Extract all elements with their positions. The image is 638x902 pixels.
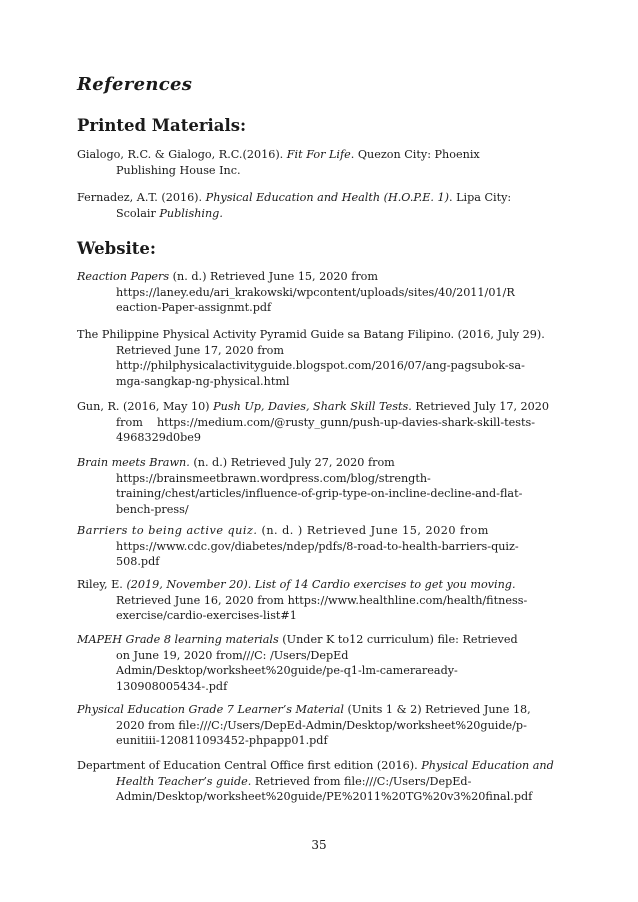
reference-entry: The Philippine Physical Activity Pyramid Guide sa Batang Filipino. (2016, July 29). Retrieved June 17, 2020 from http://philphysicalactivityguide.blogspot.com/2016/07/ang-pagsubok-sa- mga-sangkap-ng-physical.html bbox=[77, 328, 545, 388]
reference-entry: Barriers to being active quiz. (n. d. ) Retrieved June 15, 2020 from https://www.cdc.gov/diabetes/ndep/pdfs/8-road-to-health-barriers-quiz- 508.pdf bbox=[77, 524, 519, 569]
reference-entry: Reaction Papers (n. d.) Retrieved June 15, 2020 from https://laney.edu/ari_krakowski/wpcontent/uploads/sites/40/2011/01/R eaction-Paper-assignmt.pdf bbox=[77, 270, 515, 315]
reference-entry: Brain meets Brawn. (n. d.) Retrieved July 27, 2020 from https://brainsmeetbrawn.wordpress.com/blog/strength- training/chest/articles/influence-of-grip-type-on-incline-decline-and-flat- bench-press/ bbox=[77, 456, 523, 516]
section-title-printed: Printed Materials: bbox=[77, 116, 247, 135]
reference-entry: Physical Education Grade 7 Learner’s Material (Units 1 & 2) Retrieved June 18, 2020 from file:///C:/Users/DepEd-Admin/Desktop/worksheet%20guide/p- eunitiii-120811093452-phpapp01.pdf bbox=[77, 703, 531, 748]
reference-entry: Riley, E. (2019, November 20). List of 14 Cardio exercises to get you moving. Retrieved June 16, 2020 from https://www.healthline.com/health/fitness- exercise/cardio-exercises-list#1 bbox=[77, 578, 528, 623]
reference-entry: MAPEH Grade 8 learning materials (Under K to12 curriculum) file: Retrieved on June 19, 2020 from///C: /Users/DepEd Admin/Desktop/worksheet%20guide/pe-q1-lm-cameraready- 130908005434-.pdf bbox=[77, 633, 518, 693]
reference-entry: Fernadez, A.T. (2016). Physical Education and Health (H.O.P.E. 1). Lipa City: Scolair Publishing. bbox=[77, 191, 512, 220]
reference-entry: Gun, R. (2016, May 10) Push Up, Davies, Shark Skill Tests. Retrieved July 17, 2020 from https://medium.com/@rusty_gunn/push-up-davies-shark-skill-tests- 4968329d0be9 bbox=[77, 400, 550, 445]
page-heading: References bbox=[77, 74, 193, 95]
section-title-website: Website: bbox=[77, 239, 156, 258]
reference-entry: Gialogo, R.C. & Gialogo, R.C.(2016). Fit For Life. Quezon City: Phoenix Publishing House Inc. bbox=[77, 148, 480, 177]
page-number: 35 bbox=[311, 838, 327, 852]
reference-entry: Department of Education Central Office first edition (2016). Physical Education and Health Teacher’s guide. Retrieved from file:///C:/Users/DepEd- Admin/Desktop/worksheet%20guide/PE%2011%20TG%20v3%20final.pdf bbox=[77, 759, 554, 804]
